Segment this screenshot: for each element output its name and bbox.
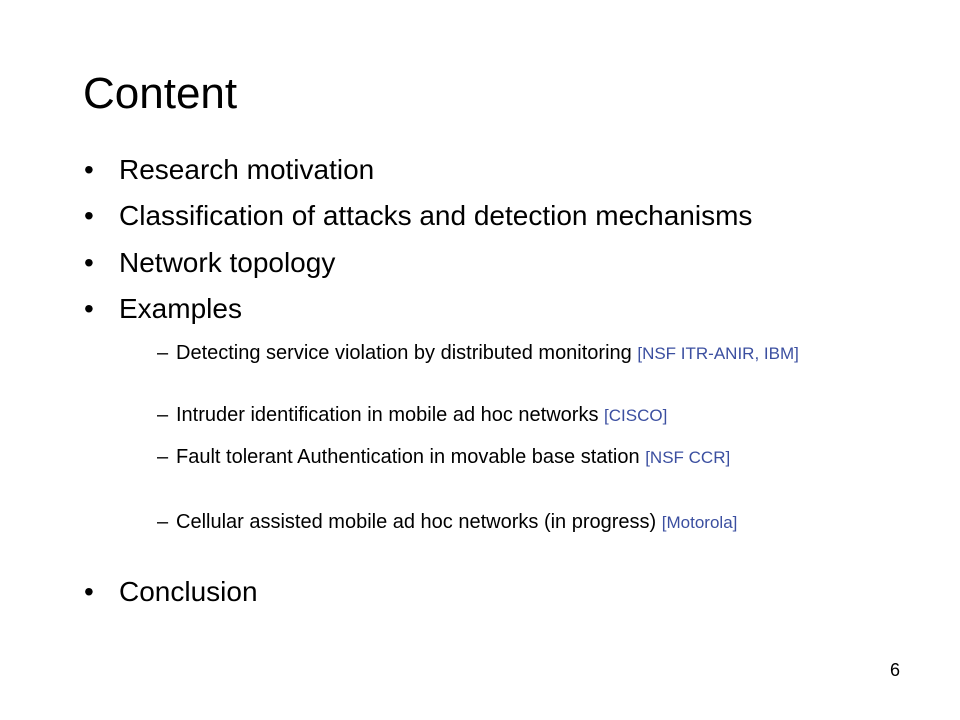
- sub-bullet-marker: –: [157, 446, 169, 468]
- sub-bullet-fault-tolerant: [157, 445, 860, 470]
- sub-bullet-ref: [Motorola]: [661, 513, 738, 532]
- sub-bullet-text: Intruder identification in mobile ad hoc networks: [176, 404, 599, 426]
- bullet-research-motivation: [84, 154, 374, 186]
- sub-bullet-intruder-identification: [157, 403, 860, 428]
- bullet-network-topology: [84, 247, 335, 279]
- slide-title: Content: [83, 69, 238, 118]
- bullet-classification: [84, 200, 752, 232]
- sub-bullet-text: Cellular assisted mobile ad hoc networks (in progress): [176, 511, 657, 533]
- sub-bullet-ref: [NSF CCR]: [645, 448, 731, 467]
- bullet-text: Examples: [119, 293, 242, 324]
- sub-bullet-marker: –: [157, 511, 169, 533]
- bullet-text: Network topology: [119, 247, 336, 278]
- sub-bullet-cellular-assisted: [157, 510, 860, 535]
- sub-bullet-ref: [CISCO]: [604, 406, 668, 425]
- bullet-text: Classification of attacks and detection mechanisms: [119, 200, 753, 231]
- bullet-conclusion: [84, 576, 258, 608]
- bullet-examples: [84, 293, 242, 325]
- sub-bullet-text: Fault tolerant Authentication in movable base station: [176, 446, 640, 468]
- sub-bullet-text: Detecting service violation by distributed monitoring: [176, 342, 632, 364]
- sub-bullet-service-violation: [157, 341, 860, 366]
- bullet-marker: •: [84, 247, 94, 278]
- bullet-marker: •: [84, 200, 94, 231]
- sub-bullet-marker: –: [157, 342, 169, 364]
- sub-bullet-ref: [NSF ITR-ANIR, IBM]: [637, 344, 799, 363]
- bullet-marker: •: [84, 293, 94, 324]
- page-number: 6: [889, 660, 900, 680]
- bullet-text: Research motivation: [119, 154, 375, 185]
- sub-bullet-marker: –: [157, 404, 169, 426]
- bullet-text: Conclusion: [119, 576, 258, 607]
- bullet-marker: •: [84, 576, 94, 607]
- bullet-marker: •: [84, 154, 94, 185]
